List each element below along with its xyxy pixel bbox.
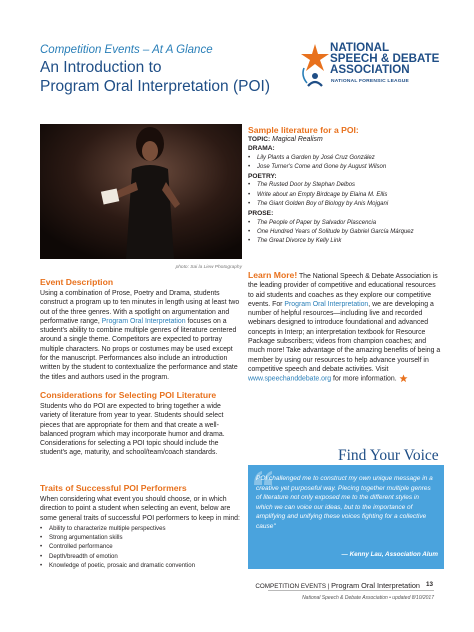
traits-intro: When considering what event you should choose, or in which direction to point a student when selecting an event, below are some general traits of successful POI performers to keep in mind: [40, 496, 240, 522]
event-description-section [40, 277, 242, 382]
poetry-list [248, 181, 442, 209]
considerations-text: Students who do POI are expected to bring together a wide variety of literature from year to year. Students should select pieces that are appropriate for them and that create a well-balanced program which may incorporate humor and drama. Considerations for selecting a POI topic should include the student's age, maturity, and school/team/coach standards. [40, 403, 225, 457]
list-item: • Write about an Empty Birdcage by Elaina M. Ellis [248, 191, 442, 200]
list-item: • The Rusted Door by Stephan Delbos [248, 181, 442, 190]
drama-label: DRAMA: [248, 145, 275, 153]
nsda-logo [298, 40, 448, 94]
learn-more-text-part-1: The National Speech & Debate Association is the leading provider of competitive and educational resources to aid students and coaches as they explore our competitive events. For [248, 273, 438, 308]
prose-list [248, 219, 442, 247]
topic-label: TOPIC: [248, 136, 271, 143]
list-item: • The Giant Golden Boy of Biology by Anis Mojgani [248, 200, 442, 209]
learn-more-text-part-3: for more information. [331, 375, 397, 383]
quote-attribution: — Kenny Lau, Association Alum [341, 551, 438, 558]
list-item: • Controlled performance [40, 542, 242, 551]
star-figure-icon [399, 374, 408, 383]
traits-heading: Traits of Successful POI Performers [40, 483, 187, 493]
logo-wordmark [330, 42, 439, 75]
list-item: • Jose Turner's Come and Gone by August Wilson [248, 163, 442, 172]
page-title-line-1: An Introduction to [40, 59, 162, 76]
footer-separator: | [327, 583, 330, 590]
list-item: • Lily Plants a Garden by José Cruz González [248, 154, 442, 163]
drama-list [248, 154, 442, 173]
sample-literature-section [248, 125, 442, 247]
event-description-text-part-2: focuses on a student's ability to combine multiple genres of literature centered around a single theme. Competitors are expected to portray multiple characters. No props or costumes may be used except for the manuscript. Performances also include an introduction written by the student to contextualize the performance and state the titles and authors used in the program. [40, 317, 238, 381]
footer-divider [268, 590, 434, 591]
poi-resource-link[interactable]: Program Oral Interpretation [284, 300, 369, 308]
section-kicker: Competition Events – At A Glance [40, 44, 213, 56]
list-item: • Strong argumentation skills [40, 533, 242, 542]
footer-event: Program Oral Interpretation [331, 581, 420, 590]
alum-quote: POI challenged me to construct my own unique message in a creative yet purposeful way. Piecing together multiple genres of literature not only exposed me to the different styles in which we can voice our ideas, but to the importance of amplifying and unifying these voices fighting for a collective cause" [256, 475, 433, 530]
page-title [40, 58, 270, 96]
performer-photo-illustration [40, 124, 242, 259]
logo-subline: NATIONAL FORENSIC LEAGUE [331, 79, 409, 84]
event-description-heading: Event Description [40, 277, 114, 287]
learn-more-heading: Learn More! [248, 270, 298, 280]
considerations-section [40, 390, 242, 458]
list-item: • Knowledge of poetic, prosaic and dramatic convention [40, 561, 242, 570]
star-figure-icon [298, 42, 332, 88]
list-item: • The People of Paper by Salvador Plascencia [248, 219, 442, 228]
learn-more-section [248, 271, 442, 384]
footer-section-line [222, 581, 434, 590]
learn-more-text-part-2: , we are developing a number of helpful resources—including live and recorded webinars designed to introduce foundational and advanced concepts in Interp; an interpretation textbook for Resource Package subscribers; videos from champion coaches; and much more! Take advantage of the amazing benefits of being a member by using our resources to help advance yourself in competitive speech and debate activities. Visit [248, 300, 441, 373]
sample-literature-heading: Sample literature for a POI: [248, 125, 359, 135]
list-item: • Depth/breadth of emotion [40, 552, 242, 561]
page-title-line-2: Program Oral Interpretation (POI) [40, 78, 270, 95]
performer-photo [40, 124, 242, 259]
list-item: • Ability to characterize multiple perspectives [40, 524, 242, 533]
traits-list [40, 524, 242, 570]
website-link[interactable]: www.speechanddebate.org [248, 375, 332, 383]
prose-label: PROSE: [248, 210, 274, 218]
list-item: • One Hundred Years of Solitude by Gabriel García Márquez [248, 228, 442, 237]
topic-line [248, 135, 442, 144]
program-oral-interpretation-link[interactable]: Program Oral Interpretation [101, 317, 186, 325]
topic-value: Magical Realism [272, 136, 323, 143]
find-your-voice-heading: Find Your Voice [338, 447, 439, 464]
event-description-text [40, 289, 242, 382]
photo-credit: photo: Sai la Liew Photography [175, 265, 242, 270]
logo-line-3: ASSOCIATION [330, 63, 410, 76]
list-item: • The Great Divorce by Kelly Link [248, 237, 442, 246]
considerations-heading: Considerations for Selecting POI Literature [40, 390, 217, 400]
footer-section: COMPETITION EVENTS [255, 583, 327, 590]
logo-line-2: SPEECH & DEBATE [330, 52, 440, 65]
footer-org-line: National Speech & Debate Association • updated 8/10/2017 [302, 595, 434, 601]
page-number: 13 [426, 581, 434, 588]
logo-line-1: NATIONAL [330, 41, 390, 54]
poetry-label: POETRY: [248, 173, 277, 181]
traits-section [40, 483, 242, 570]
event-description-text-part-1: Using a combination of Prose, Poetry and Drama, students construct a program up to ten minutes in length using at least two out of the three genres. With a spotlight on argumentation and performative range, [40, 290, 240, 325]
